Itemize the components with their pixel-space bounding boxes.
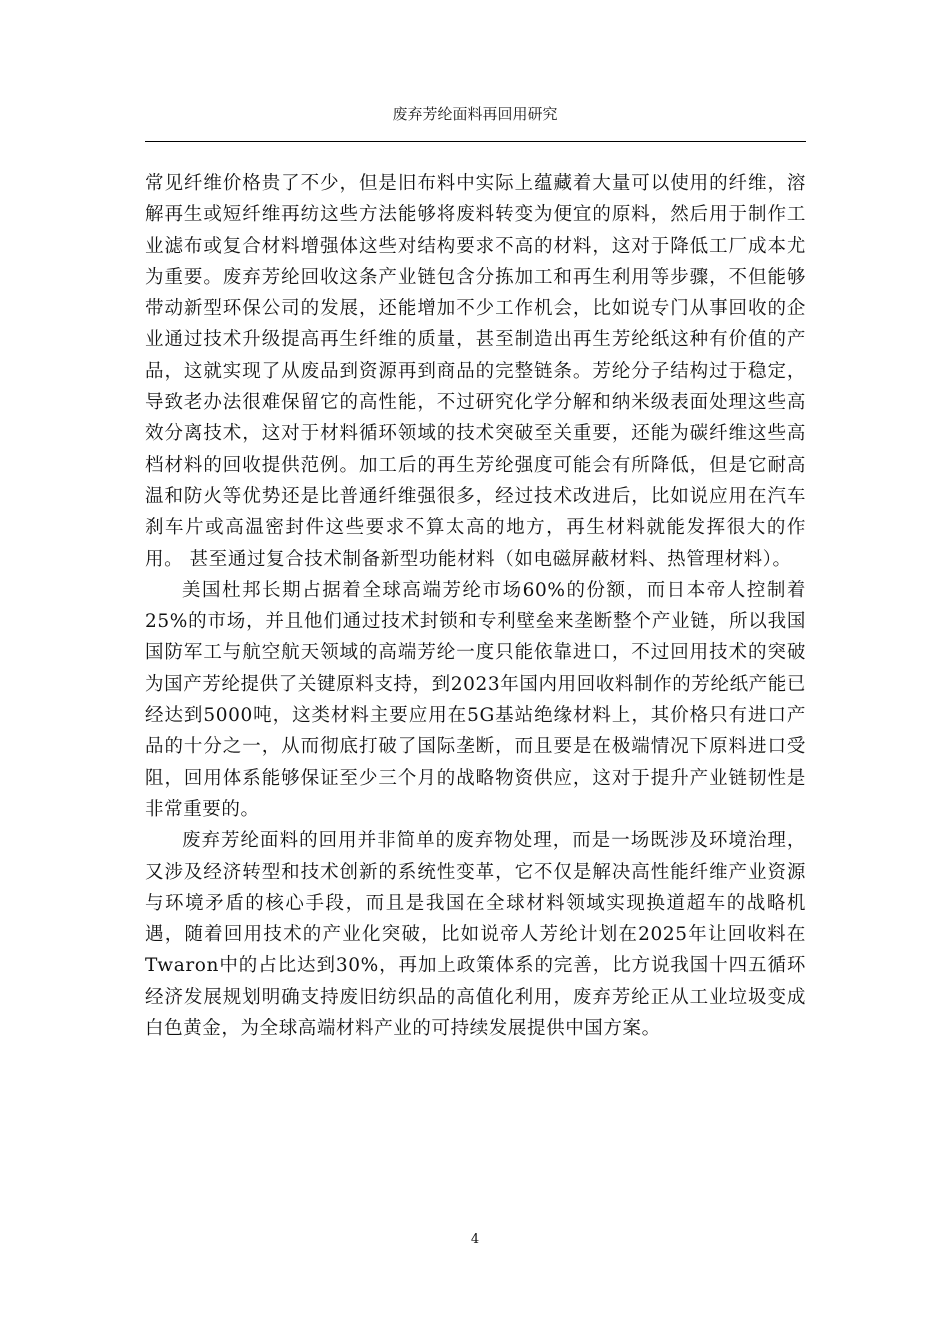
page-number: 4 [470,1232,480,1247]
header-divider [145,141,806,142]
paragraph: 美国杜邦长期占据着全球高端芳纶市场60%的份额，而日本帝人控制着25%的市场，并且他们通过技术封锁和专利壁垒来垄断整个产业链，所以我国国防军工与航空航天领域的高端芳纶一度只能依靠进口，不过回用技术的突破为国产芳纶提供了关键原料支持，到2023年国内用回收料制作的芳纶纸产能已经达到5000吨，这类材料主要应用在5G基站绝缘材料上，其价格只有进口产品的十分之一，从而彻底打破了国际垄断，而且要是在极端情况下原料进口受阻，回用体系能够保证至少三个月的战略物资供应，这对于提升产业链韧性是非常重要的。 [145,579,806,820]
running-header-title: 废弃芳纶面料再回用研究 [392,105,558,123]
body-text [145,168,806,1044]
paragraph-continued: 常见纤维价格贵了不少，但是旧布料中实际上蕴藏着大量可以使用的纤维，溶解再生或短纤维再纺这些方法能够将废料转变为便宜的原料，然后用于制作工业滤布或复合材料增强体这些对结构要求不高的材料，这对于降低工厂成本尤为重要。废弃芳纶回收这条产业链包含分拣加工和再生利用等步骤，不但能够带动新型环保公司的发展，还能增加不少工作机会，比如说专门从事回收的企业通过技术升级提高再生纤维的质量，甚至制造出再生芳纶纸这种有价值的产品，这就实现了从废品到资源再到商品的完整链条。芳纶分子结构过于稳定，导致老办法很难保留它的高性能，不过研究化学分解和纳米级表面处理这些高效分离技术，这对于材料循环领域的技术突破至关重要，还能为碳纤维这些高档材料的回收提供范例。加工后的再生芳纶强度可能会有所降低，但是它耐高温和防火等优势还是比普通纤维强很多，经过技术改进后，比如说应用在汽车刹车片或高温密封件这些要求不算太高的地方，再生材料就能发挥很大的作用。 甚至通过复合技术制备新型功能材料（如电磁屏蔽材料、热管理材料）。 [145,173,806,570]
paragraph: 废弃芳纶面料的回用并非简单的废弃物处理，而是一场既涉及环境治理，又涉及经济转型和技术创新的系统性变革，它不仅是解决高性能纤维产业资源与环境矛盾的核心手段，而且是我国在全球材料领域实现换道超车的战略机遇，随着回用技术的产业化突破，比如说帝人芳纶计划在2025年让回收料在Twaron中的占比达到30%，再加上政策体系的完善，比方说我国十四五循环经济发展规划明确支持废旧纺织品的高值化利用，废弃芳纶正从工业垃圾变成白色黄金，为全球高端材料产业的可持续发展提供中国方案。 [145,830,806,1040]
